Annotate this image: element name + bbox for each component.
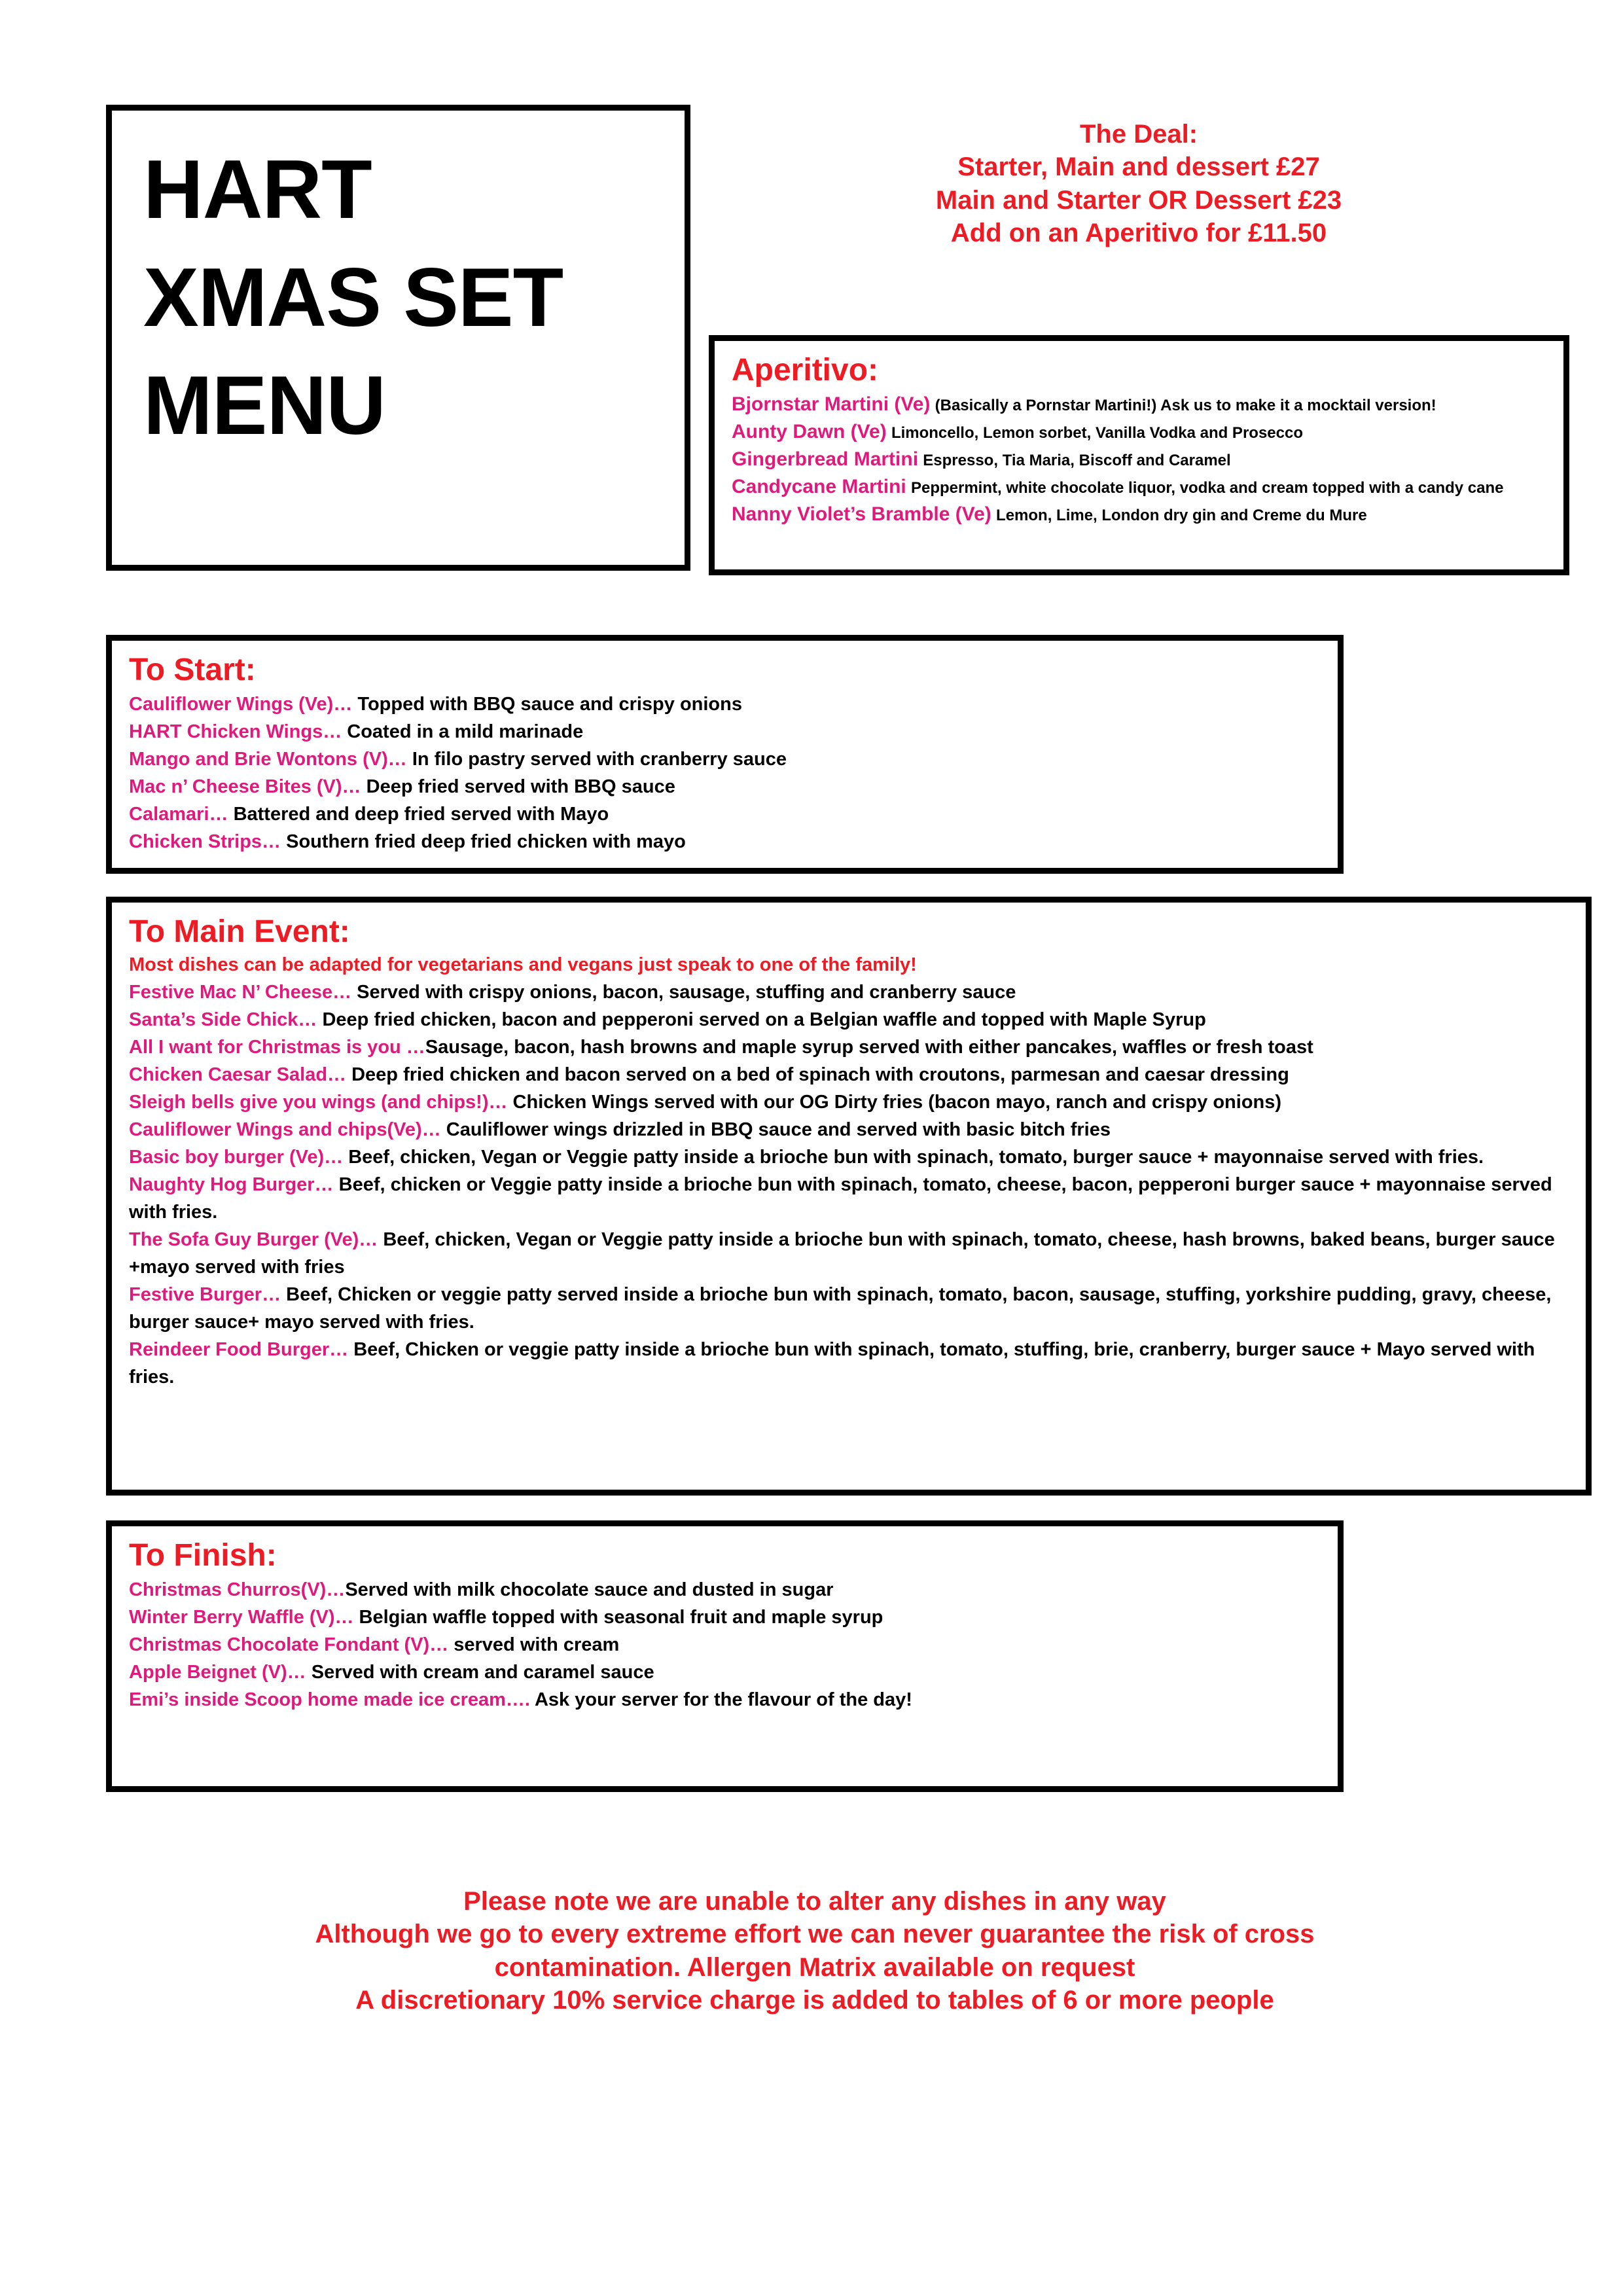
menu-item-desc: Deep fried chicken and bacon served on a bed of spinach with croutons, parmesan and caesar dressing [346, 1064, 1289, 1085]
menu-item-desc: Southern fried deep fried chicken with mayo [281, 831, 686, 852]
menu-item-name: Mac n’ Cheese Bites (V)… [129, 776, 361, 797]
menu-item-desc: Served with milk chocolate sauce and dusted in sugar [345, 1579, 834, 1600]
deal-line-2: Main and Starter OR Dessert £23 [935, 185, 1342, 215]
menu-item [129, 1033, 1574, 1061]
menu-item-name: Festive Mac N’ Cheese… [129, 981, 352, 1003]
menu-item-name: Emi’s inside Scoop home made ice cream…. [129, 1689, 530, 1710]
menu-item-desc: Served with cream and caramel sauce [306, 1661, 654, 1683]
aperitivo-item [732, 391, 1552, 418]
aperitivo-item [732, 501, 1552, 528]
aperitivo-item-name: Bjornstar Martini (Ve) [732, 393, 931, 415]
to-start-heading: To Start: [129, 653, 256, 687]
menu-item [129, 1006, 1574, 1033]
menu-item-name: Christmas Churros(V)… [129, 1579, 346, 1600]
title-line-2: XMAS SET [143, 251, 563, 344]
menu-item [129, 1659, 1326, 1686]
menu-item [129, 1061, 1574, 1088]
menu-item [129, 773, 1326, 800]
aperitivo-item-name: Nanny Violet’s Bramble (Ve) [732, 503, 991, 525]
aperitivo-item-name: Aunty Dawn (Ve) [732, 420, 887, 442]
to-finish-section [106, 1520, 1344, 1792]
menu-item-desc: Beef, chicken or Veggie patty inside a brioche bun with spinach, tomato, cheese, bacon, pepperoni burger sauce + mayonnaise served with fries. [129, 1174, 1552, 1223]
menu-item [129, 1088, 1574, 1116]
menu-item-desc: Ask your server for the flavour of the day! [529, 1689, 912, 1710]
menu-item [129, 1116, 1574, 1143]
deal-line-1: Starter, Main and dessert £27 [957, 152, 1320, 182]
footer-line-2: Although we go to every extreme effort we can never guarantee the risk of cross [315, 1920, 1315, 1949]
menu-item-name: Christmas Chocolate Fondant (V)… [129, 1634, 449, 1655]
menu-item-desc: Topped with BBQ sauce and crispy onions [352, 693, 742, 715]
aperitivo-item [732, 446, 1552, 473]
menu-item-desc: Sausage, bacon, hash browns and maple syrup served with either pancakes, waffles or fresh toast [425, 1036, 1313, 1058]
menu-title [143, 135, 678, 459]
menu-item-desc: Deep fried served with BBQ sauce [361, 776, 675, 797]
menu-item-desc: Chicken Wings served with our OG Dirty fries (bacon mayo, ranch and crispy onions) [507, 1091, 1282, 1113]
menu-item [129, 800, 1326, 828]
aperitivo-heading: Aperitivo: [732, 353, 879, 387]
menu-item-desc: Served with crispy onions, bacon, sausage, stuffing and cranberry sauce [351, 981, 1016, 1003]
aperitivo-item-desc: Espresso, Tia Maria, Biscoff and Caramel [923, 451, 1231, 469]
menu-item-name: Mango and Brie Wontons (V)… [129, 748, 407, 770]
deal-block [713, 118, 1564, 250]
deal-line-3: Add on an Aperitivo for £11.50 [950, 219, 1327, 248]
main-event-note: Most dishes can be adapted for vegetarians and vegans just speak to one of the family! [129, 954, 917, 975]
menu-item [129, 691, 1326, 718]
aperitivo-item [732, 418, 1552, 446]
menu-item-name: Reindeer Food Burger… [129, 1339, 349, 1361]
menu-item [129, 1281, 1574, 1336]
title-line-1: HART [143, 143, 372, 236]
footer-notes [190, 1885, 1440, 2017]
menu-item-desc: Deep fried chicken, bacon and pepperoni served on a Belgian waffle and topped with Maple Syrup [317, 1009, 1206, 1030]
aperitivo-item [732, 473, 1552, 501]
menu-item [129, 1576, 1326, 1604]
aperitivo-item-desc: Limoncello, Lemon sorbet, Vanilla Vodka and Prosecco [891, 423, 1303, 442]
menu-item-name: Santa’s Side Chick… [129, 1009, 317, 1030]
menu-item [129, 1336, 1574, 1391]
menu-item-name: The Sofa Guy Burger (Ve)… [129, 1229, 378, 1251]
footer-line-4: A discretionary 10% service charge is added to tables of 6 or more people [355, 1986, 1274, 2015]
menu-item-desc: Beef, Chicken or veggie patty served inside a brioche bun with spinach, tomato, bacon, sausage, stuffing, yorkshire pudding, gravy, cheese, burger sauce+ mayo served with fries. [129, 1284, 1552, 1333]
to-finish-heading: To Finish: [129, 1538, 277, 1573]
menu-item [129, 1686, 1326, 1713]
menu-item [129, 1604, 1326, 1631]
footer-line-3: contamination. Allergen Matrix available on request [494, 1952, 1135, 1982]
menu-item [129, 745, 1326, 773]
menu-item-name: Cauliflower Wings (Ve)… [129, 693, 353, 715]
menu-item-name: Apple Beignet (V)… [129, 1661, 306, 1683]
menu-item-name: Sleigh bells give you wings (and chips!)… [129, 1091, 508, 1113]
menu-item-name: Basic boy burger (Ve)… [129, 1147, 344, 1168]
menu-item-name: Chicken Strips… [129, 831, 281, 852]
menu-item-name: Chicken Caesar Salad… [129, 1064, 347, 1085]
aperitivo-item-desc: Lemon, Lime, London dry gin and Creme du Mure [996, 506, 1367, 524]
aperitivo-section [709, 335, 1569, 575]
aperitivo-item-name: Candycane Martini [732, 475, 906, 497]
menu-item [129, 978, 1574, 1006]
menu-item-desc: Coated in a mild marinade [342, 721, 584, 742]
menu-item-desc: Battered and deep fried served with Mayo [228, 803, 609, 825]
menu-item-name: Winter Berry Waffle (V)… [129, 1606, 354, 1628]
deal-heading: The Deal: [1079, 120, 1198, 149]
title-line-3: MENU [143, 359, 385, 452]
menu-item-name: Festive Burger… [129, 1284, 281, 1306]
aperitivo-item-desc: (Basically a Pornstar Martini!) Ask us to make it a mocktail version! [935, 396, 1436, 414]
menu-item-desc: served with cream [448, 1634, 620, 1655]
menu-item-name: All I want for Christmas is you … [129, 1036, 425, 1058]
menu-item-name: Cauliflower Wings and chips(Ve)… [129, 1119, 441, 1141]
menu-item-desc: Belgian waffle topped with seasonal fruit and maple syrup [353, 1606, 883, 1628]
menu-item-desc: Cauliflower wings drizzled in BBQ sauce and served with basic bitch fries [440, 1119, 1111, 1141]
main-event-section [106, 897, 1592, 1496]
menu-item [129, 1143, 1574, 1171]
menu-item [129, 1226, 1574, 1281]
menu-title-box [106, 105, 690, 571]
aperitivo-item-name: Gingerbread Martini [732, 448, 919, 470]
menu-item-name: HART Chicken Wings… [129, 721, 342, 742]
menu-item-name: Naughty Hog Burger… [129, 1174, 334, 1196]
menu-item [129, 1631, 1326, 1659]
menu-item-desc: Beef, chicken, Vegan or Veggie patty inside a brioche bun with spinach, tomato, burger sauce + mayonnaise served with fries. [343, 1147, 1484, 1168]
menu-item [129, 1171, 1574, 1226]
menu-item [129, 718, 1326, 745]
menu-item-desc: Beef, Chicken or veggie patty inside a brioche bun with spinach, tomato, stuffing, brie, cranberry, burger sauce + Mayo served with fries. [129, 1339, 1535, 1388]
menu-item [129, 828, 1326, 855]
aperitivo-item-desc: Peppermint, white chocolate liquor, vodka and cream topped with a candy cane [910, 478, 1504, 497]
menu-item-name: Calamari… [129, 803, 228, 825]
to-start-section [106, 635, 1344, 874]
menu-item-desc: Beef, chicken, Vegan or Veggie patty inside a brioche bun with spinach, tomato, cheese, hash browns, baked beans, burger sauce +mayo served with fries [129, 1229, 1555, 1278]
footer-line-1: Please note we are unable to alter any dishes in any way [463, 1887, 1166, 1916]
main-event-heading: To Main Event: [129, 914, 350, 949]
menu-item-desc: In filo pastry served with cranberry sauce [406, 748, 787, 770]
